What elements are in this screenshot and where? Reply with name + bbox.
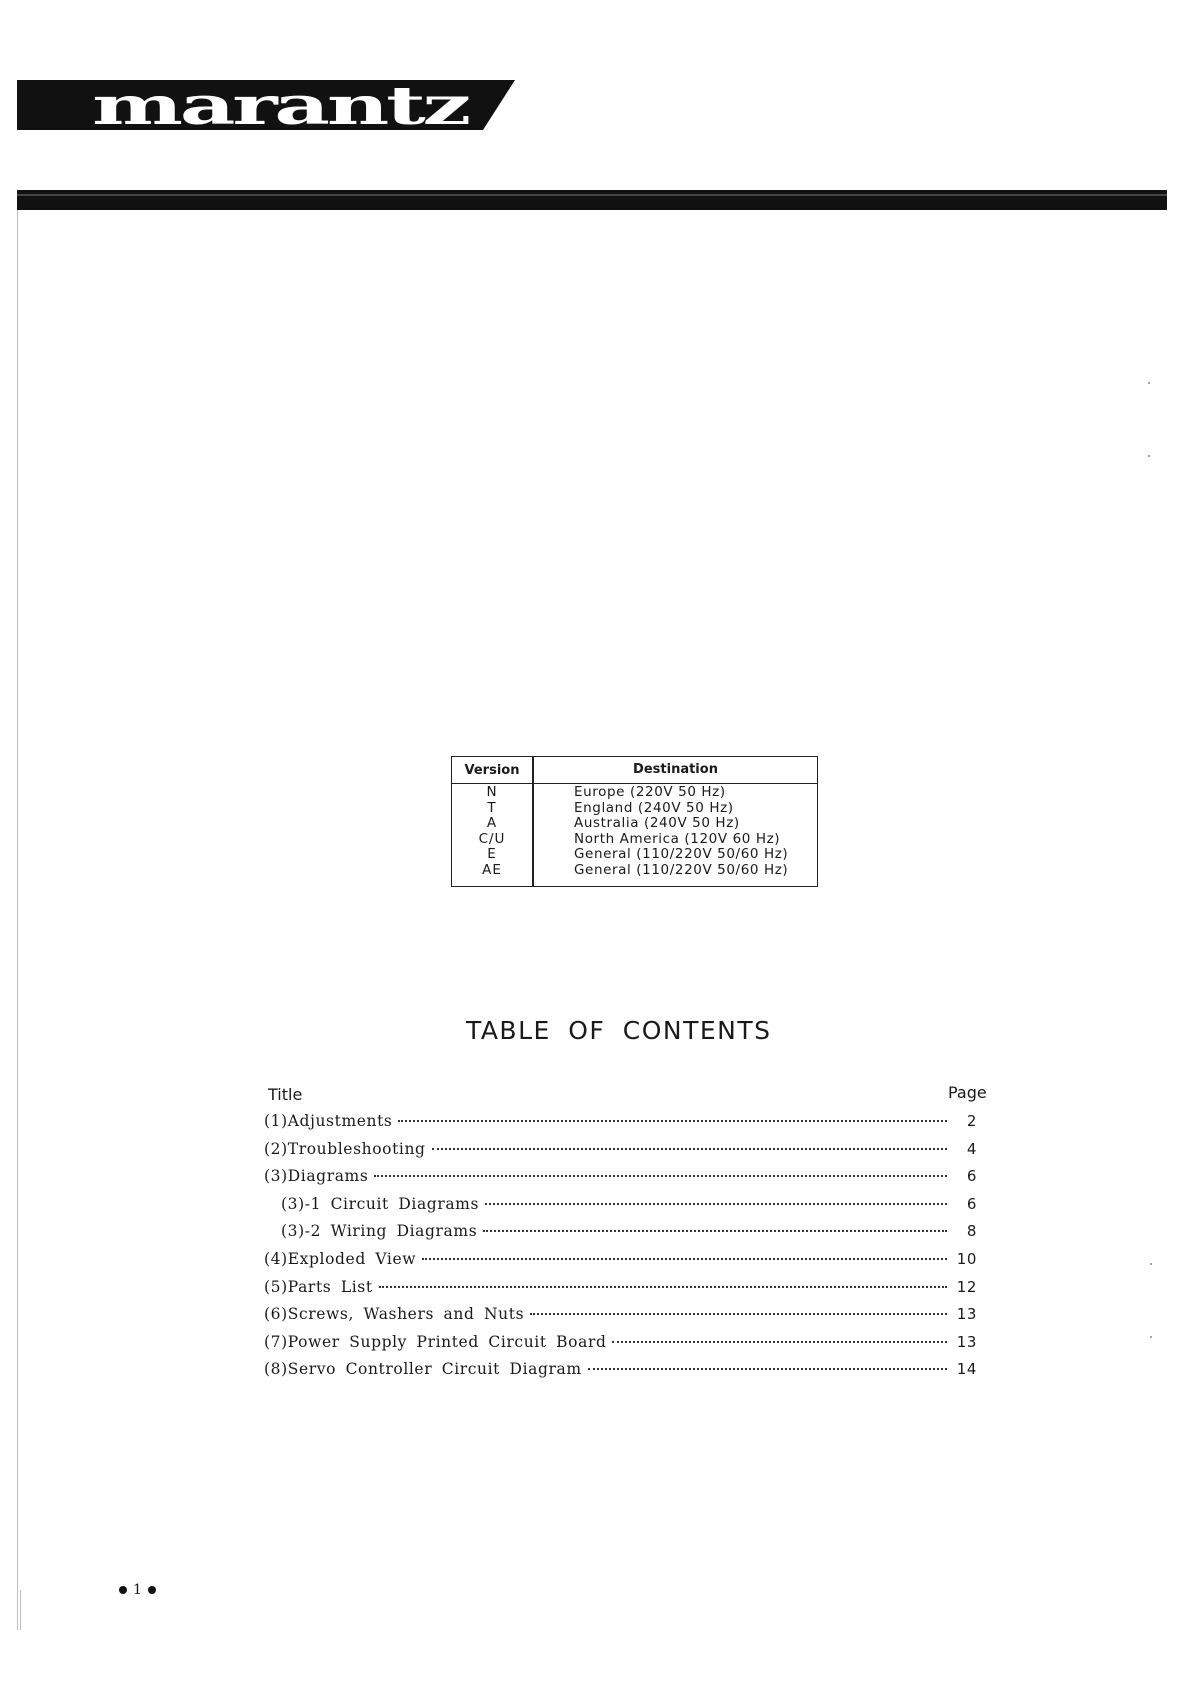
toc-entry — [264, 1305, 977, 1333]
toc-entry-label: (5)Parts List — [264, 1277, 373, 1296]
version-code: E — [487, 846, 497, 862]
toc-entry-page: 10 — [956, 1249, 977, 1268]
toc-entry — [264, 1278, 977, 1306]
scan-speck — [1148, 382, 1150, 384]
leader-dots — [483, 1230, 947, 1232]
header-rule — [17, 190, 1167, 210]
table-row — [452, 801, 817, 817]
toc-entry-page: 4 — [966, 1139, 977, 1158]
destination: North America (120V 60 Hz) — [574, 830, 781, 847]
version-table — [451, 756, 818, 887]
table-row — [452, 816, 817, 832]
toc-entry — [264, 1222, 977, 1250]
toc-entry — [264, 1167, 977, 1195]
toc-entry-page: 13 — [956, 1305, 977, 1324]
toc-entry-label: (8)Servo Controller Circuit Diagram — [264, 1360, 582, 1379]
toc-entry-label: (7)Power Supply Printed Circuit Board — [264, 1332, 607, 1351]
logo-text: marantz — [92, 80, 469, 130]
toc-entry-label: (3)-1 Circuit Diagrams — [281, 1194, 480, 1213]
version-code: AE — [482, 861, 502, 878]
destination: Australia (240V 50 Hz) — [574, 815, 740, 831]
destination-header: Destination — [633, 762, 718, 777]
toc-entry — [264, 1112, 977, 1140]
scan-speck — [1148, 455, 1150, 457]
toc-column-page: Page — [948, 1083, 987, 1102]
toc-entry-page: 2 — [966, 1112, 977, 1130]
leader-dots — [530, 1313, 947, 1315]
version-code: N — [486, 784, 498, 800]
version-header: Version — [464, 763, 520, 778]
leader-dots — [588, 1368, 947, 1370]
leader-dots — [612, 1341, 947, 1343]
table-row — [452, 832, 817, 848]
destination: Europe (220V 50 Hz) — [574, 784, 726, 800]
version-code: C/U — [478, 830, 506, 847]
toc-entry — [264, 1250, 977, 1278]
destination: General (110/220V 50/60 Hz) — [574, 846, 789, 862]
toc-entry — [264, 1195, 977, 1223]
leader-dots — [398, 1120, 947, 1122]
table-row — [452, 863, 817, 879]
scan-speck — [1150, 1263, 1152, 1265]
leader-dots — [432, 1148, 947, 1150]
toc-entry-label: (3)Diagrams — [264, 1167, 369, 1186]
marantz-logo — [17, 80, 515, 130]
toc-entry-label: (2)Troubleshooting — [264, 1139, 426, 1158]
version-code: T — [487, 799, 497, 816]
destination: General (110/220V 50/60 Hz) — [574, 861, 789, 878]
toc-column-title: Title — [268, 1085, 303, 1104]
bullet-icon — [119, 1586, 127, 1594]
scan-speck — [1150, 1336, 1152, 1338]
page-edge-line — [20, 1590, 21, 1630]
toc-entry — [264, 1360, 977, 1388]
destination: England (240V 50 Hz) — [574, 799, 734, 816]
toc-entry-label: (6)Screws, Washers and Nuts — [264, 1305, 525, 1324]
toc-entry-page: 12 — [956, 1277, 977, 1296]
table-row — [452, 785, 817, 801]
leader-dots — [379, 1286, 947, 1288]
toc-heading: TABLE OF CONTENTS — [466, 1016, 772, 1045]
toc-entry-page: 6 — [966, 1167, 977, 1186]
leader-dots — [422, 1258, 947, 1260]
leader-dots — [374, 1175, 947, 1177]
version-code: A — [486, 815, 498, 831]
page-number — [119, 1582, 156, 1598]
toc-entry-label: (3)-2 Wiring Diagrams — [281, 1222, 478, 1241]
table-row — [452, 847, 817, 863]
toc-entry-page: 14 — [956, 1360, 977, 1379]
toc-entry — [264, 1333, 977, 1361]
page-number-value: 1 — [133, 1582, 142, 1598]
toc-entry — [264, 1140, 977, 1168]
toc-entry-page: 6 — [966, 1194, 977, 1213]
toc-entry-label: (4)Exploded View — [264, 1249, 417, 1268]
page-edge-line — [17, 200, 18, 1630]
leader-dots — [485, 1203, 947, 1205]
toc-list — [264, 1112, 977, 1388]
toc-entry-page: 8 — [966, 1222, 977, 1241]
toc-entry-page: 13 — [956, 1332, 977, 1351]
bullet-icon — [148, 1586, 156, 1594]
toc-entry-label: (1)Adjustments — [264, 1112, 393, 1130]
